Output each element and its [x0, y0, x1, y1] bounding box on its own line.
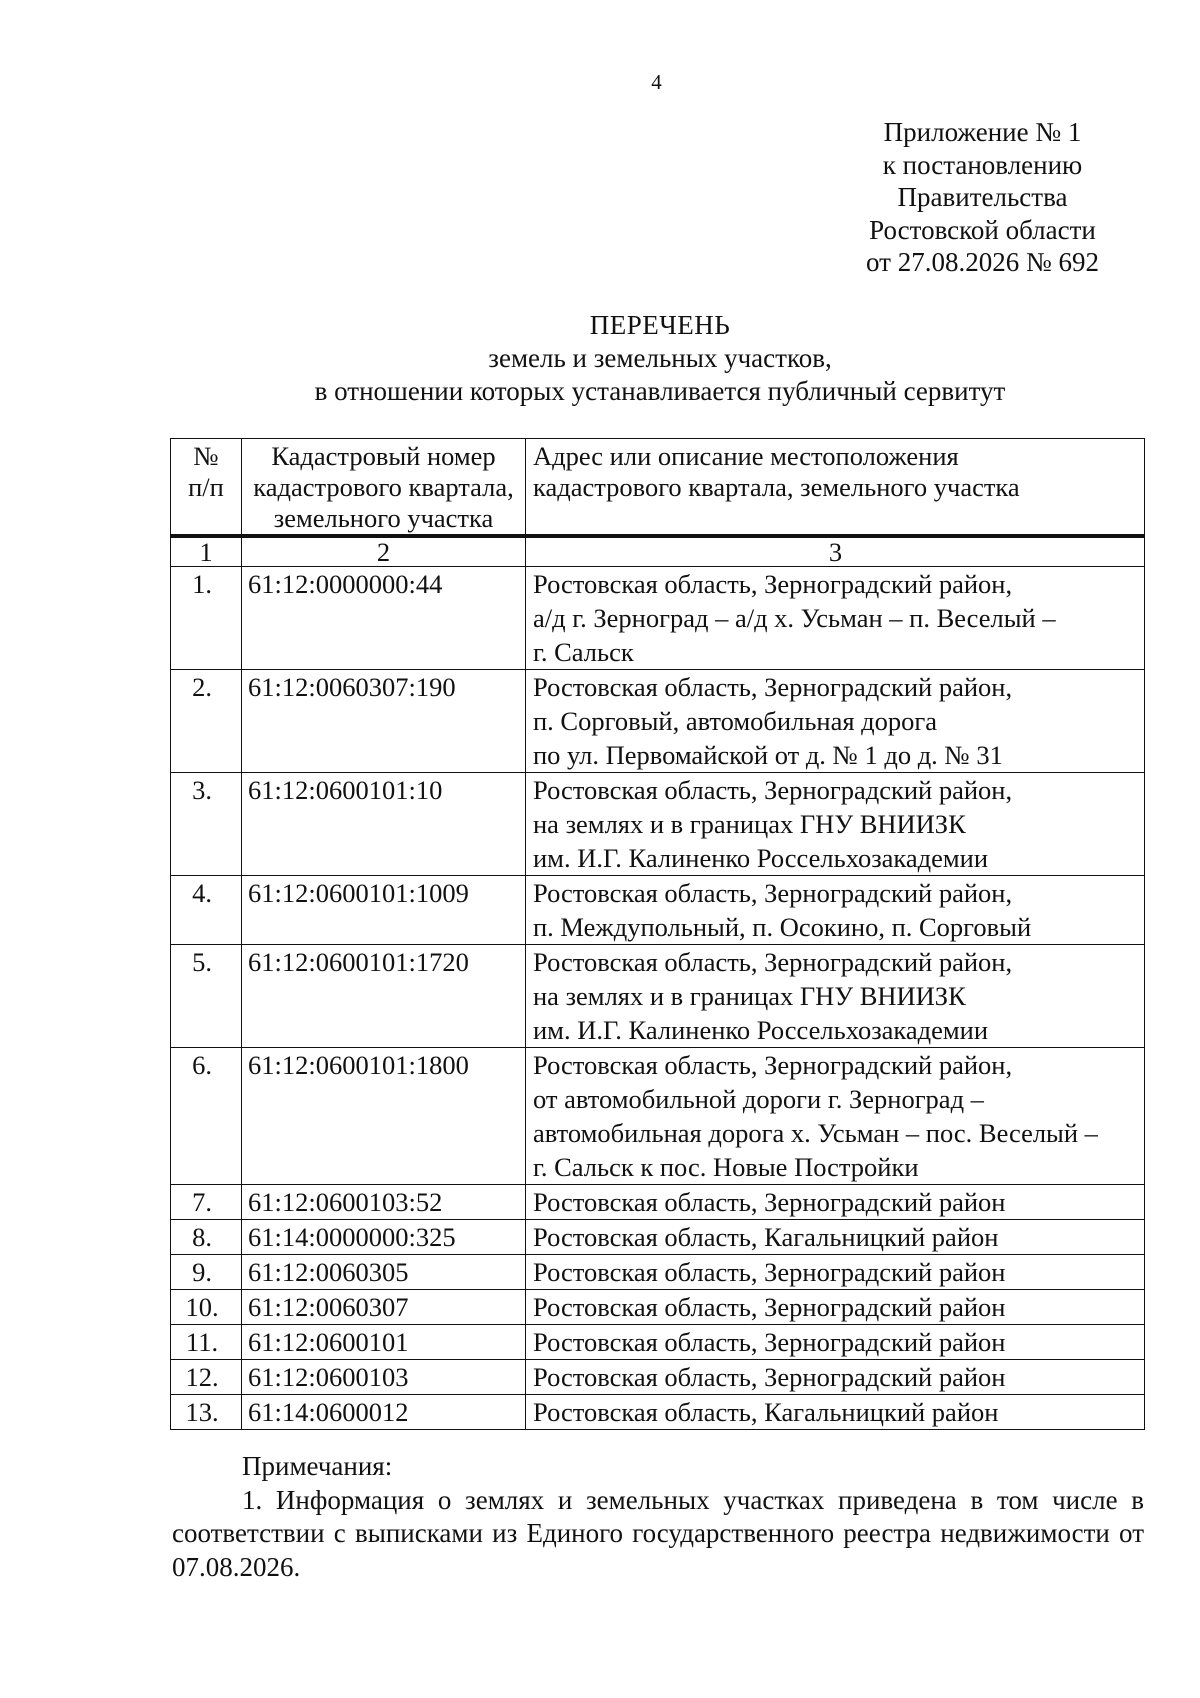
- address-cell: [526, 1325, 1145, 1360]
- table-row: [171, 1290, 1145, 1325]
- address-line: Ростовская область, Зерноградский район,: [533, 775, 1013, 805]
- row-number: 7.: [171, 1185, 242, 1220]
- cadastral-number: 61:12:0600101: [242, 1325, 526, 1360]
- table-row: [171, 1325, 1145, 1360]
- address-line: Ростовская область, Кагальницкий район: [533, 1222, 999, 1252]
- note-item: 1. Информация о землях и земельных участках приведена в том числе в соответствии с выписками из Единого государственного реестра недвижимости от 07.08.2026.: [172, 1484, 1144, 1582]
- cadastral-number: 61:14:0600012: [242, 1395, 526, 1430]
- table-header-row: [171, 439, 1145, 537]
- row-number: 1.: [171, 567, 242, 670]
- table-row: [171, 1220, 1145, 1255]
- appendix-line: Ростовской области: [869, 214, 1096, 245]
- table-row: [171, 1048, 1145, 1185]
- address-line: Ростовская область, Зерноградский район: [533, 1327, 1006, 1357]
- row-number: 12.: [171, 1360, 242, 1395]
- column-number: 2: [242, 536, 526, 567]
- address-line: г. Сальск: [533, 637, 634, 667]
- address-line: Ростовская область, Зерноградский район: [533, 1292, 1006, 1322]
- row-number: 10.: [171, 1290, 242, 1325]
- table-row: [171, 1255, 1145, 1290]
- address-line: Ростовская область, Зерноградский район: [533, 1257, 1006, 1287]
- header-number: № п/п: [171, 439, 242, 537]
- table-row: [171, 567, 1145, 670]
- column-number-row: [171, 536, 1145, 567]
- row-number: 6.: [171, 1048, 242, 1185]
- cadastral-number: 61:12:0600101:1800: [242, 1048, 526, 1185]
- appendix-block: [835, 116, 1130, 279]
- registry-table: [170, 438, 1145, 1430]
- address-line: им. И.Г. Калиненко Россельхозакадемии: [533, 843, 989, 873]
- title-heading: ПЕРЕЧЕНЬ: [589, 310, 731, 340]
- address-cell: [526, 1185, 1145, 1220]
- address-line: Ростовская область, Зерноградский район,: [533, 569, 1013, 599]
- column-number: 3: [526, 536, 1145, 567]
- appendix-line: от 27.08.2026 № 692: [866, 247, 1099, 277]
- page-number: 4: [651, 70, 662, 94]
- address-line: им. И.Г. Калиненко Россельхозакадемии: [533, 1015, 989, 1045]
- cadastral-number: 61:12:0600103:52: [242, 1185, 526, 1220]
- address-line: на землях и в границах ГНУ ВНИИЗК: [533, 809, 966, 839]
- row-number: 11.: [171, 1325, 242, 1360]
- table-row: [171, 945, 1145, 1048]
- address-cell: [526, 1395, 1145, 1430]
- address-line: Ростовская область, Зерноградский район,: [533, 672, 1013, 702]
- appendix-line: к постановлению: [882, 149, 1083, 180]
- table-row: [171, 876, 1145, 945]
- address-cell: [526, 1290, 1145, 1325]
- table-row: [171, 670, 1145, 773]
- notes-section: [172, 1450, 1144, 1584]
- address-line: по ул. Первомайской от д. № 1 до д. № 31: [533, 740, 1003, 770]
- document-title: [160, 309, 1160, 408]
- address-cell: [526, 945, 1145, 1048]
- address-cell: [526, 567, 1145, 670]
- notes-title: Примечания:: [242, 1451, 393, 1481]
- header-address: Адрес или описание местоположения кадастрового квартала, земельного участка: [526, 439, 1145, 537]
- cadastral-number: 61:14:0000000:325: [242, 1220, 526, 1255]
- address-line: Ростовская область, Зерноградский район: [533, 1362, 1006, 1392]
- address-line: Ростовская область, Кагальницкий район: [533, 1397, 999, 1427]
- row-number: 9.: [171, 1255, 242, 1290]
- table-row: [171, 1185, 1145, 1220]
- row-number: 4.: [171, 876, 242, 945]
- address-line: на землях и в границах ГНУ ВНИИЗК: [533, 981, 966, 1011]
- table-row: [171, 773, 1145, 876]
- row-number: 3.: [171, 773, 242, 876]
- address-cell: [526, 1220, 1145, 1255]
- cadastral-number: 61:12:0060305: [242, 1255, 526, 1290]
- cadastral-number: 61:12:0600101:1720: [242, 945, 526, 1048]
- address-line: автомобильная дорога х. Усьман – пос. Веселый –: [533, 1118, 1098, 1148]
- cadastral-number: 61:12:0600101:10: [242, 773, 526, 876]
- column-number: 1: [171, 536, 242, 567]
- address-line: от автомобильной дороги г. Зерноград –: [533, 1084, 984, 1114]
- address-cell: [526, 670, 1145, 773]
- cadastral-number: 61:12:0060307:190: [242, 670, 526, 773]
- table-body: [171, 567, 1145, 1430]
- address-line: Ростовская область, Зерноградский район,: [533, 1050, 1013, 1080]
- address-cell: [526, 876, 1145, 945]
- table-row: [171, 1360, 1145, 1395]
- row-number: 8.: [171, 1220, 242, 1255]
- address-line: г. Сальск к пос. Новые Постройки: [533, 1152, 919, 1182]
- header-cadastral: Кадастровый номер кадастрового квартала, земельного участка: [242, 439, 526, 537]
- row-number: 5.: [171, 945, 242, 1048]
- row-number: 2.: [171, 670, 242, 773]
- address-cell: [526, 1360, 1145, 1395]
- address-line: п. Междупольный, п. Осокино, п. Сорговый: [533, 912, 1032, 942]
- title-line: в отношении которых устанавливается публичный сервитут: [314, 376, 1006, 406]
- address-line: Ростовская область, Зерноградский район: [533, 1187, 1006, 1217]
- address-line: п. Сорговый, автомобильная дорога: [533, 706, 938, 736]
- address-line: а/д г. Зерноград – а/д х. Усьман – п. Веселый –: [533, 603, 1056, 633]
- appendix-line: Правительства: [897, 182, 1068, 212]
- address-line: Ростовская область, Зерноградский район,: [533, 947, 1013, 977]
- address-cell: [526, 773, 1145, 876]
- title-line: земель и земельных участков,: [488, 343, 832, 373]
- address-line: Ростовская область, Зерноградский район,: [533, 878, 1013, 908]
- cadastral-number: 61:12:0600101:1009: [242, 876, 526, 945]
- table-row: [171, 1395, 1145, 1430]
- appendix-line: Приложение № 1: [883, 117, 1082, 147]
- cadastral-number: 61:12:0600103: [242, 1360, 526, 1395]
- address-cell: [526, 1048, 1145, 1185]
- address-cell: [526, 1255, 1145, 1290]
- row-number: 13.: [171, 1395, 242, 1430]
- cadastral-number: 61:12:0060307: [242, 1290, 526, 1325]
- cadastral-number: 61:12:0000000:44: [242, 567, 526, 670]
